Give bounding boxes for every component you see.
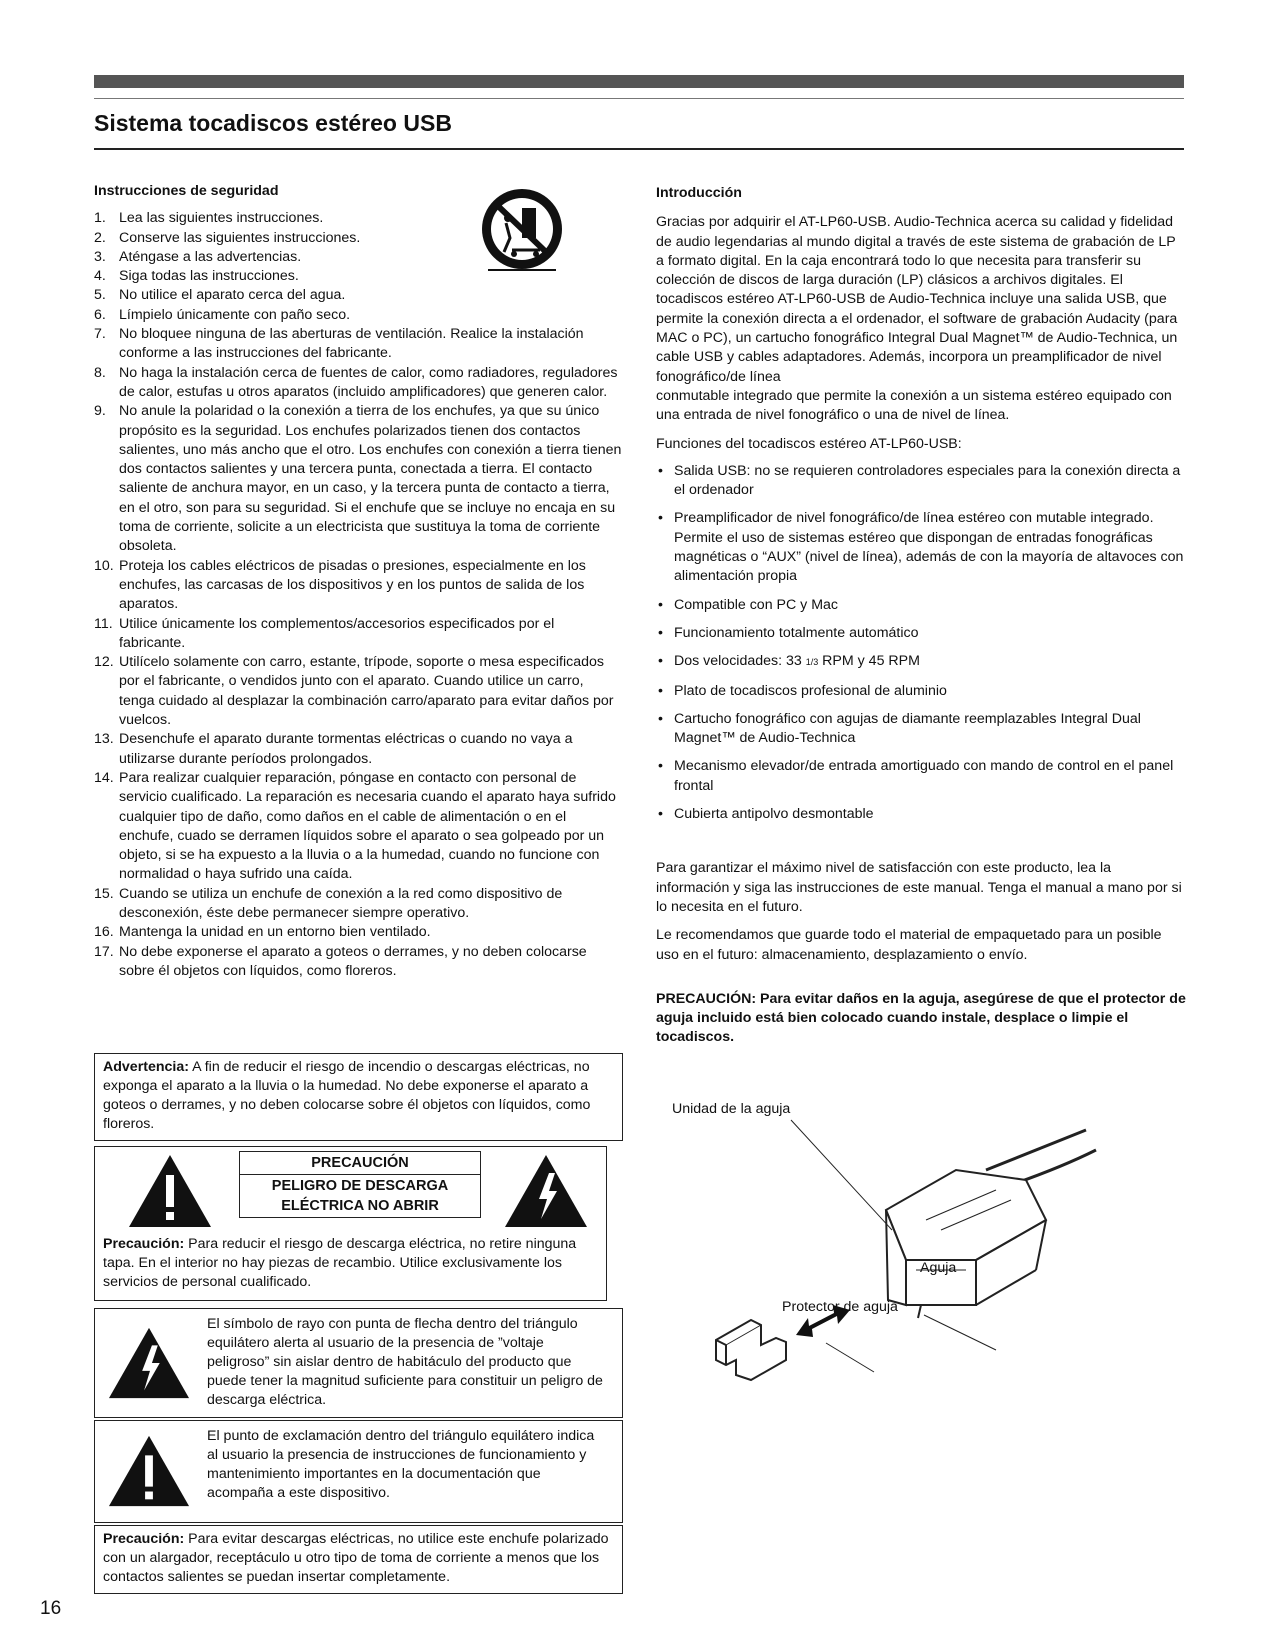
safety-item [94, 364, 622, 403]
safety-item-number: 1. [94, 210, 106, 227]
label-needle-guard: Protector de aguja [782, 1299, 898, 1315]
caution-box [94, 1146, 607, 1301]
header-rule [94, 98, 1184, 99]
lightning-triangle-icon [503, 1153, 589, 1229]
features-list [656, 462, 1186, 824]
safety-item [94, 653, 622, 730]
intro-paragraph-cont: conmutable integrado que permite la conexión a un sistema estéreo equipado con una entrada de nivel fonográfico o una de nivel de línea. [656, 387, 1172, 424]
safety-item-number: 6. [94, 306, 106, 323]
safety-item [94, 730, 622, 769]
warning-label: Advertencia: [103, 1059, 189, 1075]
safety-item-number: 13. [94, 731, 114, 748]
feature-item: • Funcionamiento totalmente automático [656, 624, 1186, 643]
safety-item-text: Límpielo únicamente con paño seco. [119, 306, 351, 323]
feature-item: • Salida USB: no se requieren controladores especiales para la conexión directa a el ordenador [656, 462, 1186, 501]
safety-item [94, 769, 622, 885]
intro-paragraph: Gracias por adquirir el AT-LP60-USB. Audio-Technica acerca su calidad y fidelidad de audio legendarias al mundo digital a través de este sistema de grabación de LP a formato digital. En la caja encontrará todo lo que necesita para transferir su colección de discos de larga duración (LP) clásicos a archivos digitales. El tocadiscos estéreo AT-LP60-USB de Audio-Technica incluye una salida USB, que permite la conexión directa a el ordenador, el software de grabación Audacity (para MAC o PC), un cartucho fonográfico Integral Dual Magnet™ de Audio-Technica, un cable USB y cables adaptadores. Además, incorpora un preamplificador de nivel fonográfico/de línea [656, 214, 1178, 385]
lightning-info-text: El símbolo de rayo con punta de flecha dentro del triángulo equilátero alerta al usuario de la presencia de ”voltaje peligroso” sin aislar dentro de habitáculo del producto que puede tener la magnitud suficiente para constituir un peligro de descarga eléctrica. [207, 1316, 603, 1408]
caution-line-1: PRECAUCIÓN [311, 1155, 409, 1171]
intro-heading: Introducción [656, 185, 742, 201]
caution-line-2: PELIGRO DE DESCARGA [240, 1174, 480, 1197]
safety-section [94, 182, 622, 981]
caution-text-block [103, 1235, 599, 1292]
page-title: Sistema tocadiscos estéreo USB [94, 110, 452, 136]
safety-item [94, 923, 622, 942]
satisfaction-paragraph: Para garantizar el máximo nivel de satisfacción con este producto, lea la información y siga las instrucciones de este manual. Tenga el manual a mano por si lo necesita en el futuro. [656, 860, 1182, 915]
safety-item [94, 286, 622, 305]
speeds-fraction: 1/3 [805, 657, 819, 668]
safety-item [94, 615, 622, 654]
safety-list [94, 209, 622, 981]
safety-item-text: Siga todas las instrucciones. [119, 268, 299, 285]
safety-item-text: Utilícelo solamente con carro, estante, trípode, soporte o mesa especificados por el fabricante, o vendidos junto con el aparato. Cuando utilice un carro, tenga cuidado al desplazar la combinación carro/aparato para evitar daños por vuelcos. [119, 654, 614, 729]
safety-item-text: No debe exponerse el aparato a goteos o derrames, y no deben colocarse sobre él objetos con líquidos, como floreros. [119, 943, 587, 979]
safety-item [94, 325, 622, 364]
speeds-text-post: RPM y 45 RPM [818, 653, 920, 670]
safety-item-text: Conserve las siguientes instrucciones. [119, 229, 361, 246]
safety-item-text: Cuando se utiliza un enchufe de conexión a la red como dispositivo de desconexión, éste debe permanecer siempre operativo. [119, 885, 563, 921]
safety-item-text: No haga la instalación cerca de fuentes de calor, como radiadores, reguladores de calor, estufas u otros aparatos (incluido amplificadores) que generen calor. [119, 364, 618, 400]
caution-label-table [239, 1151, 481, 1218]
safety-heading: Instrucciones de seguridad [94, 183, 279, 199]
intro-section [656, 184, 1186, 1048]
feature-item: • Plato de tocadiscos profesional de aluminio [656, 682, 1186, 701]
label-needle: Aguja [920, 1260, 957, 1276]
safety-item [94, 885, 622, 924]
caution-label: Precaución: [103, 1236, 185, 1252]
feature-item: • Cartucho fonográfico con agujas de diamante reemplazables Integral Dual Magnet™ de Audio-Technica [656, 710, 1186, 749]
title-rule [94, 148, 1184, 150]
warning-box [94, 1053, 623, 1141]
label-stylus-unit: Unidad de la aguja [672, 1101, 791, 1117]
caution-text: Para reducir el riesgo de descarga eléctrica, no retire ninguna tapa. En el interior no hay piezas de recambio. Utilice exclusivamente los servicios de personal cualificado. [103, 1236, 577, 1290]
feature-item: • Cubierta antipolvo desmontable [656, 805, 1186, 824]
safety-item-number: 17. [94, 943, 114, 960]
exclamation-triangle-icon [107, 1433, 191, 1509]
plug-caution-label: Precaución: [103, 1531, 185, 1547]
safety-item-text: Lea las siguientes instrucciones. [119, 210, 324, 227]
lightning-triangle-icon [107, 1325, 191, 1401]
header-bar [94, 75, 1184, 88]
page-number: 16 [40, 1598, 62, 1619]
safety-item-text: Proteja los cables eléctricos de pisadas o presiones, especialmente en los enchufes, las carcasas de los dispositivos y en los puntos de salida de los aparatos. [119, 557, 586, 613]
warning-text: A fin de reducir el riesgo de incendio o descargas eléctricas, no exponga el aparato a la lluvia o la humedad. No debe exponerse el aparato a goteos o derrames, y no deben colocarse sobre él objetos con líquidos, como floreros. [103, 1059, 591, 1132]
plug-caution-text: Para evitar descargas eléctricas, no utilice este enchufe polarizado con un alargador, receptáculo u otro tipo de toma de corriente a menos que los contactos salientes se puedan insertar completamente. [103, 1531, 609, 1585]
safety-item-number: 15. [94, 885, 114, 902]
safety-item-number: 2. [94, 229, 106, 246]
safety-item-text: No utilice el aparato cerca del agua. [119, 287, 346, 304]
feature-item-speeds [656, 652, 1186, 672]
packaging-paragraph: Le recomendamos que guarde todo el material de empaquetado para un posible uso en el futuro: almacenamiento, desplazamiento o envío. [656, 927, 1162, 963]
safety-item-number: 5. [94, 287, 106, 304]
features-heading: Funciones del tocadiscos estéreo AT-LP60-USB: [656, 435, 962, 452]
safety-item-text: Para realizar cualquier reparación, póngase en contacto con personal de servicio cualificado. La reparación es necesaria cuando el aparato haya sufrido cualquier tipo de daño, como daños en el cable de alimentación o en el enchufe, cuado se derramen líquidos sobre el aparato o sea golpeado por un objeto, si se ha expuesto a la lluvia o a la humedad, cuando no funcione con normalidad o haya sufrido una caída. [119, 769, 616, 883]
safety-item [94, 402, 622, 556]
safety-item [94, 557, 622, 615]
safety-item-number: 4. [94, 268, 106, 285]
safety-item-number: 14. [94, 769, 114, 786]
speeds-text: Dos velocidades: 33 [674, 653, 806, 670]
safety-item-text: No anule la polaridad o la conexión a tierra de los enchufes, ya que su único propósito es la seguridad. Los enchufes polarizados tienen dos contactos salientes, uno más ancho que el otro. Los enchufes con conexión a tierra tienen dos contactos salientes y una tercera punta, conectada a tierra. El contacto saliente de anchura mayor, en un caso, y la tercera punta de contacto a tierra, en el otro, son para su seguridad. Si el enchufe que se incluye no encaja en su toma de corriente, solicite a un electricista que sustituya la toma de corriente obsoleta. [119, 403, 622, 555]
safety-item-number: 9. [94, 403, 106, 420]
safety-item-number: 7. [94, 326, 106, 343]
cartridge-illustration [656, 1110, 1176, 1410]
feature-item: • Mecanismo elevador/de entrada amortiguado con mando de control en el panel frontal [656, 757, 1186, 796]
stylus-precaution: PRECAUCIÓN: Para evitar daños en la aguja, asegúrese de que el protector de aguja incluido está bien colocado cuando instale, desplace o limpie el tocadiscos. [656, 990, 1186, 1046]
feature-item: • Compatible con PC y Mac [656, 596, 1186, 615]
safety-item-text: Aténgase a las advertencias. [119, 248, 302, 265]
caution-line-3: ELÉCTRICA NO ABRIR [281, 1198, 439, 1214]
feature-item: • Preamplificador de nivel fonográfico/de línea estéreo con mutable integrado. Permite el uso de sistemas estéreo que dispongan de entradas fonográficas magnéticas o “AUX” (nivel de línea), además de con la mayoría de altavoces con alimentación propia [656, 509, 1186, 586]
stylus-diagram [656, 1101, 1176, 1410]
plug-caution-box [94, 1525, 623, 1594]
exclamation-info-text: El punto de exclamación dentro del triángulo equilátero indica al usuario la presencia de instrucciones de funcionamiento y mantenimiento importantes en la documentación que acompaña a este dispositivo. [207, 1428, 595, 1501]
safety-item-number: 16. [94, 924, 114, 941]
cart-warning-icon [478, 188, 566, 274]
safety-item-number: 8. [94, 364, 106, 381]
exclamation-info-box [94, 1420, 623, 1523]
safety-item-text: Desenchufe el aparato durante tormentas eléctricas o cuando no vaya a utilizarse durante períodos prolongados. [119, 731, 573, 767]
safety-item-number: 3. [94, 248, 106, 265]
safety-item-text: Utilice únicamente los complementos/accesorios especificados por el fabricante. [119, 615, 555, 651]
safety-item [94, 306, 622, 325]
safety-item-number: 11. [94, 615, 113, 632]
safety-item [94, 943, 622, 982]
safety-item-number: 12. [94, 654, 114, 671]
safety-item-text: Mantenga la unidad en un entorno bien ventilado. [119, 924, 431, 941]
lightning-info-box [94, 1308, 623, 1418]
safety-item-number: 10. [94, 557, 114, 574]
exclamation-triangle-icon [127, 1153, 213, 1229]
safety-item-text: No bloquee ninguna de las aberturas de ventilación. Realice la instalación conforme a las instrucciones del fabricante. [119, 326, 584, 362]
